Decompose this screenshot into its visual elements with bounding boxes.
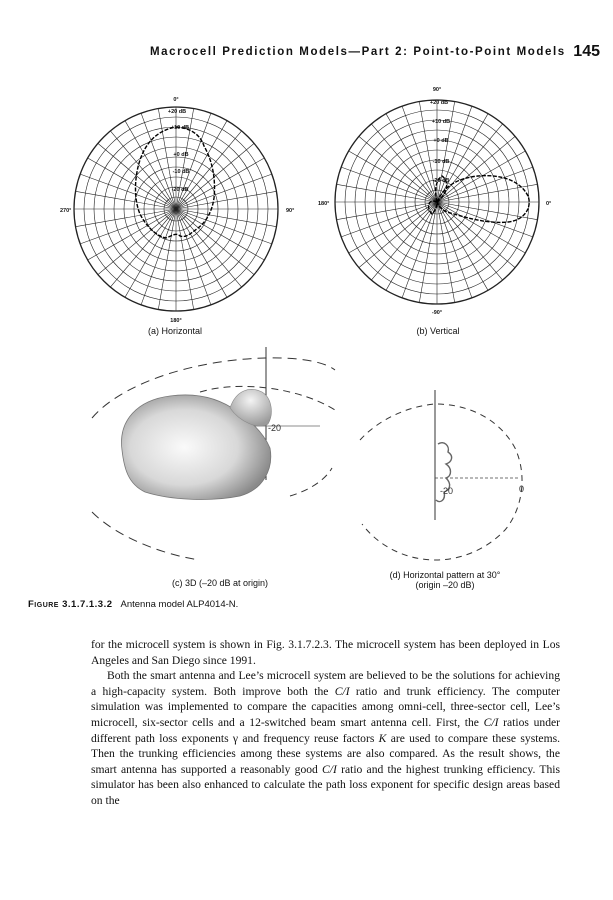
polar-b-db-minus10: -10 dB — [432, 159, 450, 165]
figure-label: Figure 3.1.7.1.3.2 — [28, 599, 113, 610]
subcaption-a: (a) Horizontal — [147, 326, 203, 336]
horizontal-30-tick-minus20: -20 — [440, 486, 454, 496]
figure-caption — [28, 599, 238, 610]
p2-part-e: ratio and the highest trunking efficiency. This simulator has been also enhanced to calculate the path loss exponent for specific design areas based on the — [91, 762, 560, 807]
polar-b-db-plus10: +10 dB — [431, 119, 451, 125]
polar-b-db-0: +0 dB — [433, 138, 449, 144]
polar-b-angle-180: 180° — [318, 201, 330, 207]
body-text — [91, 637, 560, 809]
paragraph-2 — [91, 668, 560, 808]
polar-a-angle-270: 270° — [60, 208, 72, 214]
subcaption-d-line1: (d) Horizontal pattern at 30° — [389, 570, 501, 580]
p2-ci-2: C/I — [483, 715, 499, 729]
p2-part-a: Both the smart antenna and Lee’s microcell system are believed to be the solutions for achieving a high-capacity system. Both improve both the — [91, 669, 560, 698]
horizontal-polar-chart — [74, 107, 278, 311]
horizontal-30-tick-zero: 0 — [519, 484, 525, 494]
polar-a-db-plus10: +10 dB — [170, 125, 190, 131]
page-number: 145 — [573, 43, 600, 60]
p2-part-c: ratios under different path loss exponents γ and frequency reuse factors — [91, 715, 560, 745]
polar-a-angle-90: 90° — [286, 208, 295, 214]
p2-part-d: are used to compare these systems. Then the trunking efficiencies among these systems are also compared. As the result shows, the smart antenna has supported a reasonably good — [91, 731, 560, 776]
polar-b-angle-minus90: -90° — [431, 310, 443, 316]
polar-a-pattern — [136, 127, 215, 238]
polar-a-db-0: +0 dB — [173, 152, 189, 158]
polar-a-db-minus10: -10 dB — [172, 169, 190, 175]
subcaption-d — [370, 570, 520, 590]
p2-k: K — [378, 731, 387, 745]
p2-part-b: ratio and trunk efficiency. The computer simulation was implemented to compare the capacities among omni-cell, three-sector cell, Lee’s microcell, six-sector cells and a 12-switched beam smart antenna cell. First, the — [91, 684, 560, 729]
polar-b-angle-90: 90° — [432, 87, 442, 93]
polar-b-db-plus20: +20 dB — [429, 100, 449, 106]
polar-a-db-minus20: -20 dB — [171, 187, 189, 193]
paragraph-1: for the microcell system is shown in Fig. 3.1.7.2.3. The microcell system has been deployed in Los Angeles and San Diego since 1991. — [91, 638, 560, 667]
running-title: Macrocell Prediction Models—Part 2: Point-to-Point Models — [150, 46, 566, 58]
polar-a-angle-0: 0° — [173, 97, 179, 103]
polar-b-angle-0: 0° — [546, 201, 552, 207]
subcaption-d-line2: (origin –20 dB) — [415, 580, 475, 590]
p2-ci-3: C/I — [322, 762, 337, 776]
subcaption-c: (c) 3D (–20 dB at origin) — [171, 578, 269, 588]
figure-caption-text: Antenna model ALP4014-N. — [120, 599, 239, 610]
polar-a-db-plus20: +20 dB — [167, 109, 187, 115]
pattern-3d-tick-label: -20 — [268, 423, 282, 433]
horizontal-30-pattern — [360, 390, 524, 560]
pattern-3d-view — [92, 347, 335, 560]
polar-a-angle-180: 180° — [170, 318, 182, 324]
vertical-polar-chart — [335, 100, 539, 304]
subcaption-b: (b) Vertical — [416, 326, 460, 336]
polar-b-db-minus20: -20 dB — [432, 178, 450, 184]
p2-ci-1: C/I — [334, 684, 350, 698]
